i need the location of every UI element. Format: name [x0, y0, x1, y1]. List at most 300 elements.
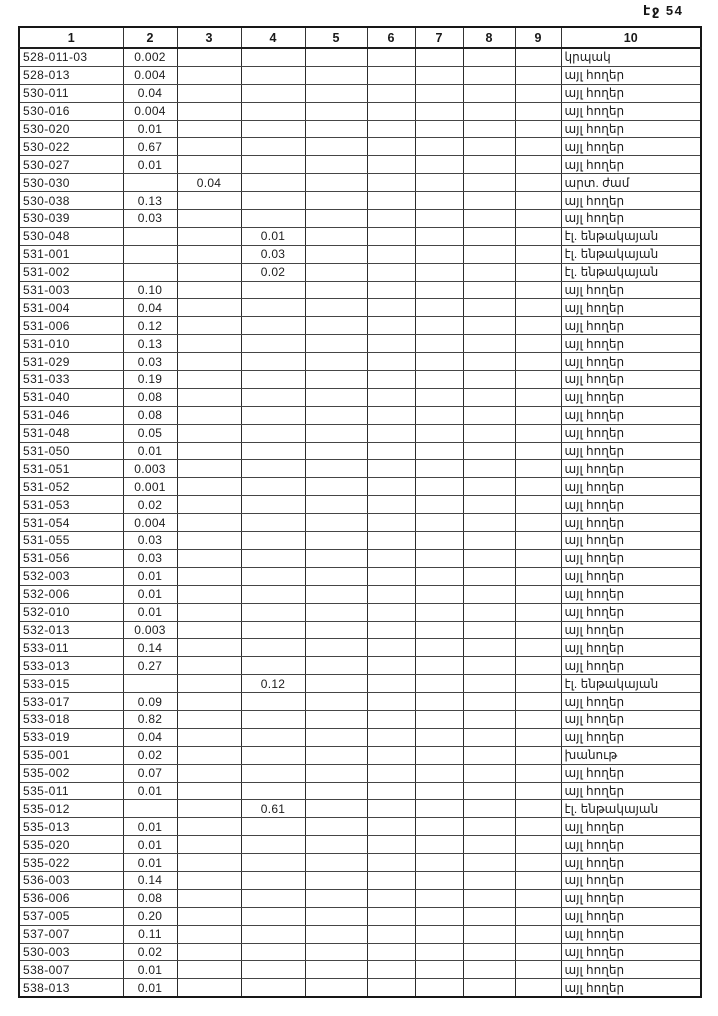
column-header: 3: [177, 27, 241, 48]
area-value-cell: [241, 66, 305, 84]
empty-cell: [367, 567, 415, 585]
area-value-cell: 0.01: [123, 818, 177, 836]
table-row: [19, 764, 701, 782]
empty-cell: [305, 603, 367, 621]
table-row: [19, 961, 701, 979]
empty-cell: [515, 156, 561, 174]
empty-cell: [463, 943, 515, 961]
empty-cell: [305, 961, 367, 979]
area-value-cell: 0.08: [123, 406, 177, 424]
table-row: [19, 156, 701, 174]
empty-cell: [305, 335, 367, 353]
empty-cell: [515, 800, 561, 818]
table-row: [19, 907, 701, 925]
empty-cell: [515, 585, 561, 603]
empty-cell: [463, 979, 515, 997]
empty-cell: [515, 567, 561, 585]
empty-cell: [463, 478, 515, 496]
area-value-cell: [177, 889, 241, 907]
empty-cell: [305, 353, 367, 371]
land-use-cell: այլ հողեր: [561, 728, 701, 746]
empty-cell: [415, 657, 463, 675]
table-row: [19, 657, 701, 675]
table-row: [19, 120, 701, 138]
parcel-code-cell: 538-013: [19, 979, 123, 997]
empty-cell: [305, 210, 367, 228]
area-value-cell: 0.04: [123, 299, 177, 317]
empty-cell: [305, 943, 367, 961]
empty-cell: [367, 138, 415, 156]
parcel-code-cell: 530-027: [19, 156, 123, 174]
parcel-code-cell: 537-007: [19, 925, 123, 943]
empty-cell: [515, 138, 561, 156]
area-value-cell: [177, 943, 241, 961]
area-value-cell: [177, 263, 241, 281]
area-value-cell: [241, 639, 305, 657]
empty-cell: [367, 943, 415, 961]
table-row: [19, 335, 701, 353]
parcel-code-cell: 531-054: [19, 514, 123, 532]
table-row: [19, 871, 701, 889]
empty-cell: [515, 549, 561, 567]
empty-cell: [515, 245, 561, 263]
area-value-cell: [241, 424, 305, 442]
empty-cell: [367, 514, 415, 532]
empty-cell: [367, 263, 415, 281]
area-value-cell: 0.03: [123, 210, 177, 228]
empty-cell: [305, 549, 367, 567]
empty-cell: [415, 836, 463, 854]
empty-cell: [463, 514, 515, 532]
land-use-cell: այլ հողեր: [561, 335, 701, 353]
column-header: 10: [561, 27, 701, 48]
empty-cell: [415, 907, 463, 925]
empty-cell: [463, 299, 515, 317]
empty-cell: [463, 907, 515, 925]
parcel-code-cell: 530-039: [19, 210, 123, 228]
table-row: [19, 263, 701, 281]
empty-cell: [515, 764, 561, 782]
empty-cell: [305, 657, 367, 675]
empty-cell: [367, 299, 415, 317]
land-use-cell: այլ հողեր: [561, 639, 701, 657]
empty-cell: [367, 317, 415, 335]
empty-cell: [305, 192, 367, 210]
empty-cell: [515, 943, 561, 961]
area-value-cell: [177, 728, 241, 746]
land-use-cell: այլ հողեր: [561, 603, 701, 621]
land-use-cell: այլ հողեր: [561, 693, 701, 711]
area-value-cell: [241, 102, 305, 120]
land-use-cell: այլ հողեր: [561, 961, 701, 979]
empty-cell: [305, 925, 367, 943]
empty-cell: [305, 818, 367, 836]
empty-cell: [515, 120, 561, 138]
empty-cell: [515, 335, 561, 353]
table-row: [19, 388, 701, 406]
area-value-cell: 0.14: [123, 871, 177, 889]
empty-cell: [515, 675, 561, 693]
empty-cell: [415, 603, 463, 621]
empty-cell: [367, 174, 415, 192]
empty-cell: [463, 746, 515, 764]
empty-cell: [367, 245, 415, 263]
empty-cell: [463, 800, 515, 818]
empty-cell: [515, 603, 561, 621]
area-value-cell: 0.01: [123, 782, 177, 800]
table-row: [19, 621, 701, 639]
area-value-cell: [123, 675, 177, 693]
empty-cell: [305, 263, 367, 281]
parcel-code-cell: 537-005: [19, 907, 123, 925]
table-row: [19, 800, 701, 818]
area-value-cell: [241, 764, 305, 782]
area-value-cell: 0.01: [123, 442, 177, 460]
table-row: [19, 925, 701, 943]
empty-cell: [415, 639, 463, 657]
area-value-cell: [177, 979, 241, 997]
empty-cell: [305, 907, 367, 925]
empty-cell: [367, 210, 415, 228]
area-value-cell: [241, 603, 305, 621]
empty-cell: [515, 317, 561, 335]
table-row: [19, 48, 701, 66]
empty-cell: [305, 156, 367, 174]
area-value-cell: 0.01: [123, 585, 177, 603]
empty-cell: [305, 245, 367, 263]
empty-cell: [415, 227, 463, 245]
area-value-cell: [177, 764, 241, 782]
empty-cell: [367, 371, 415, 389]
empty-cell: [415, 406, 463, 424]
empty-cell: [515, 227, 561, 245]
empty-cell: [515, 388, 561, 406]
empty-cell: [305, 746, 367, 764]
empty-cell: [305, 979, 367, 997]
empty-cell: [415, 979, 463, 997]
empty-cell: [415, 317, 463, 335]
area-value-cell: [241, 943, 305, 961]
area-value-cell: [177, 800, 241, 818]
empty-cell: [305, 836, 367, 854]
column-header: 7: [415, 27, 463, 48]
table-row: [19, 818, 701, 836]
parcel-code-cell: 530-038: [19, 192, 123, 210]
empty-cell: [515, 693, 561, 711]
table-row: [19, 371, 701, 389]
land-use-cell: այլ հողեր: [561, 532, 701, 550]
empty-cell: [463, 84, 515, 102]
empty-cell: [415, 281, 463, 299]
empty-cell: [367, 782, 415, 800]
land-use-cell: այլ հողեր: [561, 424, 701, 442]
empty-cell: [305, 406, 367, 424]
area-value-cell: [123, 800, 177, 818]
empty-cell: [515, 84, 561, 102]
empty-cell: [415, 710, 463, 728]
area-value-cell: 0.12: [241, 675, 305, 693]
empty-cell: [305, 174, 367, 192]
empty-cell: [305, 460, 367, 478]
area-value-cell: [241, 514, 305, 532]
empty-cell: [463, 854, 515, 872]
area-value-cell: 0.004: [123, 514, 177, 532]
column-header: 4: [241, 27, 305, 48]
area-value-cell: 0.002: [123, 48, 177, 66]
area-value-cell: [177, 281, 241, 299]
area-value-cell: [177, 406, 241, 424]
parcel-code-cell: 535-001: [19, 746, 123, 764]
empty-cell: [515, 460, 561, 478]
empty-cell: [415, 675, 463, 693]
table-row: [19, 66, 701, 84]
parcel-code-cell: 533-011: [19, 639, 123, 657]
empty-cell: [305, 138, 367, 156]
area-value-cell: [177, 710, 241, 728]
parcel-code-cell: 531-040: [19, 388, 123, 406]
parcel-code-cell: 536-003: [19, 871, 123, 889]
empty-cell: [463, 174, 515, 192]
area-value-cell: 0.003: [123, 460, 177, 478]
parcel-code-cell: 531-004: [19, 299, 123, 317]
area-value-cell: 0.004: [123, 102, 177, 120]
empty-cell: [305, 639, 367, 657]
land-use-cell: այլ հողեր: [561, 657, 701, 675]
area-value-cell: 0.02: [241, 263, 305, 281]
empty-cell: [515, 442, 561, 460]
table-row: [19, 478, 701, 496]
column-header-row: [19, 27, 701, 48]
empty-cell: [305, 227, 367, 245]
column-header: 6: [367, 27, 415, 48]
land-use-cell: էլ. ենթակայան: [561, 227, 701, 245]
parcel-code-cell: 531-050: [19, 442, 123, 460]
empty-cell: [463, 192, 515, 210]
empty-cell: [367, 728, 415, 746]
area-value-cell: 0.12: [123, 317, 177, 335]
empty-cell: [463, 48, 515, 66]
parcel-code-cell: 532-003: [19, 567, 123, 585]
area-value-cell: 0.07: [123, 764, 177, 782]
empty-cell: [367, 639, 415, 657]
area-value-cell: 0.01: [123, 120, 177, 138]
parcel-code-cell: 528-011-03: [19, 48, 123, 66]
empty-cell: [415, 335, 463, 353]
area-value-cell: [177, 621, 241, 639]
empty-cell: [305, 800, 367, 818]
area-value-cell: [177, 514, 241, 532]
empty-cell: [463, 424, 515, 442]
land-use-cell: այլ հողեր: [561, 782, 701, 800]
empty-cell: [463, 549, 515, 567]
land-use-cell: այլ հողեր: [561, 460, 701, 478]
empty-cell: [367, 353, 415, 371]
parcel-code-cell: 535-022: [19, 854, 123, 872]
area-value-cell: [177, 460, 241, 478]
table-row: [19, 353, 701, 371]
empty-cell: [367, 836, 415, 854]
parcel-code-cell: 531-003: [19, 281, 123, 299]
empty-cell: [463, 675, 515, 693]
table-row: [19, 138, 701, 156]
parcel-code-cell: 531-052: [19, 478, 123, 496]
empty-cell: [305, 889, 367, 907]
empty-cell: [367, 532, 415, 550]
area-value-cell: [241, 782, 305, 800]
parcel-code-cell: 535-013: [19, 818, 123, 836]
area-value-cell: [241, 371, 305, 389]
empty-cell: [305, 621, 367, 639]
column-header: 5: [305, 27, 367, 48]
empty-cell: [515, 424, 561, 442]
parcel-code-cell: 533-018: [19, 710, 123, 728]
empty-cell: [463, 120, 515, 138]
area-value-cell: [177, 836, 241, 854]
land-use-cell: այլ հողեր: [561, 710, 701, 728]
land-use-cell: այլ հողեր: [561, 925, 701, 943]
empty-cell: [305, 66, 367, 84]
table-row: [19, 854, 701, 872]
table-row: [19, 889, 701, 907]
table-row: [19, 710, 701, 728]
area-value-cell: 0.003: [123, 621, 177, 639]
empty-cell: [415, 442, 463, 460]
empty-cell: [463, 138, 515, 156]
area-value-cell: [123, 227, 177, 245]
area-value-cell: [177, 746, 241, 764]
empty-cell: [415, 174, 463, 192]
parcel-code-cell: 533-013: [19, 657, 123, 675]
land-use-cell: այլ հողեր: [561, 621, 701, 639]
empty-cell: [463, 782, 515, 800]
empty-cell: [463, 621, 515, 639]
empty-cell: [305, 854, 367, 872]
empty-cell: [463, 532, 515, 550]
area-value-cell: 0.01: [123, 836, 177, 854]
column-header: 2: [123, 27, 177, 48]
empty-cell: [367, 800, 415, 818]
empty-cell: [515, 889, 561, 907]
empty-cell: [305, 388, 367, 406]
empty-cell: [515, 907, 561, 925]
land-use-cell: այլ հողեր: [561, 889, 701, 907]
empty-cell: [463, 871, 515, 889]
parcel-code-cell: 533-015: [19, 675, 123, 693]
empty-cell: [463, 156, 515, 174]
land-use-cell: այլ հողեր: [561, 496, 701, 514]
empty-cell: [463, 657, 515, 675]
area-value-cell: [177, 299, 241, 317]
table-row: [19, 245, 701, 263]
area-value-cell: [177, 138, 241, 156]
area-value-cell: [177, 424, 241, 442]
empty-cell: [415, 549, 463, 567]
empty-cell: [305, 371, 367, 389]
empty-cell: [367, 854, 415, 872]
table-row: [19, 639, 701, 657]
area-value-cell: [177, 84, 241, 102]
land-use-cell: խանութ: [561, 746, 701, 764]
empty-cell: [415, 66, 463, 84]
land-use-cell: այլ հողեր: [561, 371, 701, 389]
table-row: [19, 514, 701, 532]
empty-cell: [463, 227, 515, 245]
area-value-cell: [241, 925, 305, 943]
empty-cell: [367, 603, 415, 621]
empty-cell: [367, 335, 415, 353]
empty-cell: [415, 925, 463, 943]
table-row: [19, 675, 701, 693]
area-value-cell: 0.03: [241, 245, 305, 263]
empty-cell: [463, 585, 515, 603]
land-use-cell: այլ հողեր: [561, 299, 701, 317]
empty-cell: [463, 728, 515, 746]
parcel-code-cell: 530-020: [19, 120, 123, 138]
area-value-cell: [177, 693, 241, 711]
land-use-cell: էլ. ենթակայան: [561, 800, 701, 818]
area-value-cell: [241, 871, 305, 889]
land-use-cell: այլ հողեր: [561, 979, 701, 997]
table-row: [19, 549, 701, 567]
area-value-cell: [241, 746, 305, 764]
empty-cell: [367, 192, 415, 210]
parcel-code-cell: 530-048: [19, 227, 123, 245]
empty-cell: [515, 406, 561, 424]
area-value-cell: 0.001: [123, 478, 177, 496]
empty-cell: [463, 371, 515, 389]
land-use-cell: արտ. ժամ: [561, 174, 701, 192]
parcel-code-cell: 531-029: [19, 353, 123, 371]
area-value-cell: 0.01: [123, 567, 177, 585]
empty-cell: [515, 496, 561, 514]
empty-cell: [367, 764, 415, 782]
table-row: [19, 728, 701, 746]
parcel-code-cell: 533-019: [19, 728, 123, 746]
area-value-cell: [241, 353, 305, 371]
area-value-cell: [241, 406, 305, 424]
area-value-cell: [177, 478, 241, 496]
area-value-cell: [241, 854, 305, 872]
area-value-cell: 0.004: [123, 66, 177, 84]
area-value-cell: [177, 210, 241, 228]
empty-cell: [463, 889, 515, 907]
empty-cell: [367, 871, 415, 889]
area-value-cell: [177, 102, 241, 120]
empty-cell: [515, 102, 561, 120]
empty-cell: [463, 335, 515, 353]
empty-cell: [305, 728, 367, 746]
empty-cell: [367, 281, 415, 299]
table-row: [19, 317, 701, 335]
area-value-cell: [177, 961, 241, 979]
empty-cell: [415, 48, 463, 66]
empty-cell: [515, 478, 561, 496]
empty-cell: [367, 710, 415, 728]
empty-cell: [463, 710, 515, 728]
land-use-cell: այլ հողեր: [561, 317, 701, 335]
area-value-cell: 0.09: [123, 693, 177, 711]
area-value-cell: 0.27: [123, 657, 177, 675]
area-value-cell: [177, 120, 241, 138]
parcel-code-cell: 535-020: [19, 836, 123, 854]
area-value-cell: [123, 263, 177, 281]
column-header: 1: [19, 27, 123, 48]
empty-cell: [515, 48, 561, 66]
empty-cell: [463, 818, 515, 836]
area-value-cell: [241, 192, 305, 210]
empty-cell: [415, 478, 463, 496]
area-value-cell: [177, 925, 241, 943]
